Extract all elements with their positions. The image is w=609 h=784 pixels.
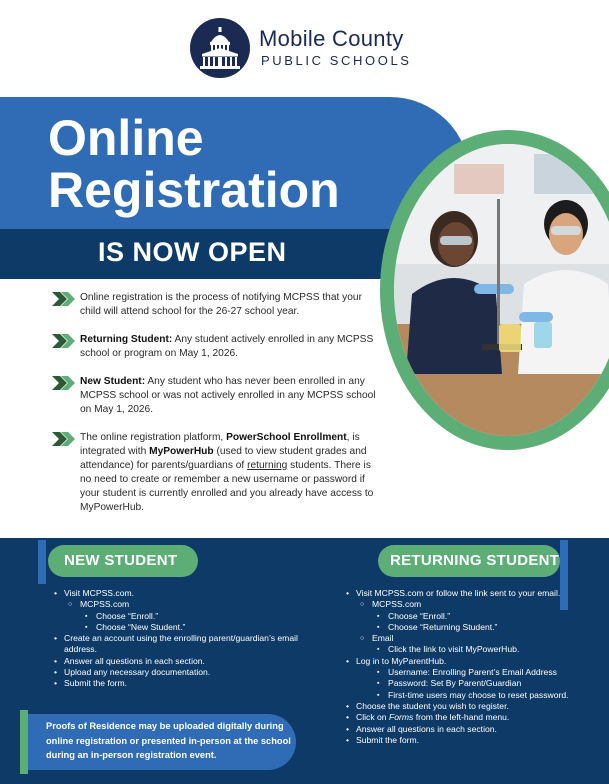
info-item: [52, 333, 382, 361]
list-item: • Log in to MyParentHub.: [344, 656, 602, 667]
list-item: • Submit the form.: [344, 735, 602, 746]
step-text: Click on: [356, 712, 389, 723]
lab-photo-illustration: [394, 144, 609, 436]
new-student-definition: Any student who has never been enrolled in any MCPSS school or was not actively enrolled in any MCPSS school on May 1, 2026.: [80, 376, 376, 415]
list-item: • Answer all questions in each section.: [52, 656, 322, 667]
platform-text: (used to view student grades and attendance) for parents/guardians of: [80, 446, 367, 471]
info-item: [52, 291, 382, 319]
list-item: • Visit MCPSS.com or follow the link sent to your email.: [344, 588, 602, 599]
list-item: • Create an account using the enrolling parent/guardian’s email address.: [52, 633, 322, 656]
students-in-science-lab-photo: [394, 144, 609, 436]
returning-student-steps: [344, 588, 602, 746]
org-name: Mobile County: [259, 26, 404, 51]
proof-of-residence-note: Proofs of Residence may be uploaded digitally during online registration or presented in-person at the school during an in-person registration event.: [46, 721, 291, 760]
powerschool-enrollment: PowerSchool Enrollment: [226, 432, 347, 443]
list-item: • Upload any necessary documentation.: [52, 667, 322, 678]
accent-bar: [20, 710, 28, 774]
info-text: [80, 375, 382, 417]
list-item: • Answer all questions in each section.: [344, 724, 602, 735]
mypowerhub: MyPowerHub: [149, 446, 214, 457]
returning-student-heading: RETURNING STUDENT: [390, 552, 560, 569]
info-list: [52, 291, 382, 529]
platform-text: , is integrated with: [80, 432, 360, 457]
list-item: ○ MCPSS.com: [52, 599, 322, 610]
list-item: ▪ Choose “Returning Student.”: [344, 622, 602, 633]
list-item: ○ MCPSS.com: [344, 599, 602, 610]
header: [0, 0, 609, 95]
new-student-heading: NEW STUDENT: [64, 552, 178, 569]
returning-student-label: Returning Student:: [80, 334, 173, 345]
hero-title-line-1: Online: [48, 110, 204, 166]
list-item: • Visit MCPSS.com.: [52, 588, 322, 599]
list-item: [344, 712, 602, 723]
platform-text: The online registration platform,: [80, 432, 227, 443]
list-item: ▪ Choose “Enroll.”: [344, 611, 602, 622]
info-item: [52, 375, 382, 417]
list-item: ○ Email: [344, 633, 602, 644]
double-chevron-icon: [52, 376, 76, 390]
info-text: [80, 431, 382, 515]
capitol-building-seal-icon: [190, 18, 250, 78]
hero-title-line-2: Registration: [48, 162, 340, 218]
new-student-steps: [52, 588, 322, 690]
new-student-label: New Student:: [80, 376, 146, 387]
info-text: Online registration is the process of notifying MCPSS that your child will attend school for the 26-27 school year.: [80, 292, 362, 317]
list-item: • Submit the form.: [52, 678, 322, 689]
double-chevron-icon: [52, 292, 76, 306]
accent-bar: [38, 540, 46, 584]
list-item: ▪ Password: Set By Parent/Guardian: [344, 678, 602, 689]
list-item: ▪ Username: Enrolling Parent’s Email Address: [344, 667, 602, 678]
list-item: ▪ Choose “New Student.”: [52, 622, 322, 633]
hero-subtitle: IS NOW OPEN: [98, 237, 287, 267]
platform-text: students. There is no need to create or remember a new username or password if your student is currently enrolled and you already have access to MyPowerHub.: [80, 460, 374, 513]
info-text: [80, 333, 382, 361]
list-item: ▪ Choose “Enroll.”: [52, 611, 322, 622]
step-text: from the left-hand menu.: [413, 712, 510, 723]
list-item: • Choose the student you wish to register.: [344, 701, 602, 712]
org-subtitle: PUBLIC SCHOOLS: [261, 53, 412, 68]
forms-emphasis: Forms: [388, 712, 414, 723]
hero-title: [48, 112, 340, 216]
double-chevron-icon: [52, 432, 76, 446]
returning-underlined: returning: [247, 460, 288, 471]
list-item: ▪ Click the link to visit MyPowerHub.: [344, 644, 602, 655]
returning-student-definition: Any student actively enrolled in any MCPSS school or program on May 1, 2026.: [80, 334, 374, 359]
list-item: ▪ First-time users may choose to reset password.: [344, 690, 602, 701]
info-item: [52, 431, 382, 515]
double-chevron-icon: [52, 334, 76, 348]
